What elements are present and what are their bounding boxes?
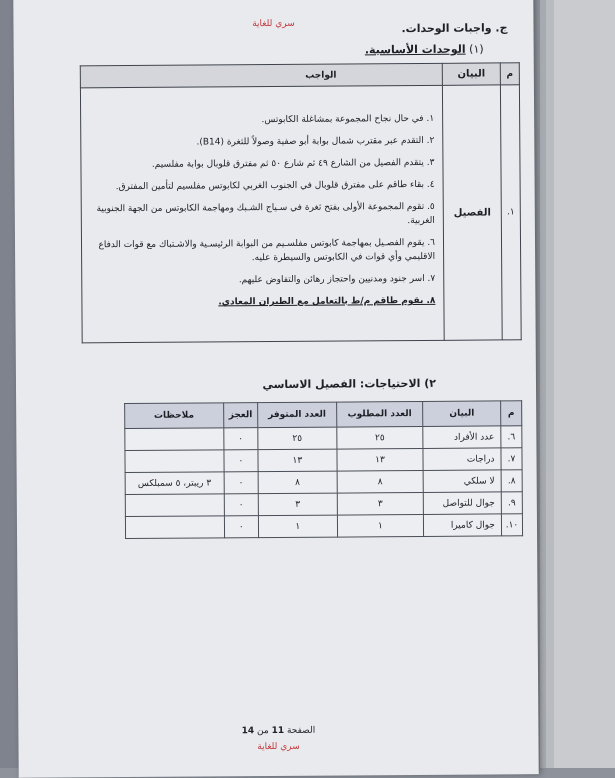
col-header: العدد المتوفر bbox=[258, 402, 337, 428]
cell-required: ١ bbox=[337, 514, 424, 537]
cell-available: ٨ bbox=[258, 471, 337, 494]
col-header: العجز bbox=[223, 403, 258, 428]
cell-name: عدد الأفراد bbox=[423, 426, 501, 449]
subsection-title bbox=[365, 43, 484, 57]
cell-deficit: ٠ bbox=[223, 428, 258, 450]
table-row bbox=[125, 448, 522, 473]
cell-available: ٣ bbox=[258, 493, 337, 516]
needs-title: ٢) الاحتياجات: الفصيل الاساسي bbox=[262, 376, 437, 392]
cell-deficit: ٠ bbox=[224, 472, 259, 494]
duty-item: ٦. يقوم الفصـيل بمهاجمة كابوتس مفلسـيم من البوابة الرئيسـية والاشـتباك مع قوات الدفاع الاقليمي وأي قوات في الكابوتس والسيطرة عليه. bbox=[98, 237, 436, 264]
row-label: الفصيل bbox=[442, 85, 502, 340]
duty-item: ٥. تقوم المجموعة الأولى بفتح ثغرة في سـياج الشـبك ومهاجمة الكابوتس من الجهة الجنوبية الغربية. bbox=[96, 201, 435, 227]
duty-item: ٣. يتقدم الفصيل من الشارع ٤٩ ثم شارع ٥٠ ثم مفترق قلوبال بوابة مفلسيم. bbox=[151, 157, 435, 170]
cell-notes: ٣ ريبتر، ٥ سمبلكس bbox=[125, 472, 224, 495]
duty-item: ١. في حال نجاح المجموعة بمشاغلة الكابوتس. bbox=[261, 113, 435, 126]
col-header: العدد المطلوب bbox=[336, 401, 423, 427]
row-num: ١. bbox=[500, 85, 521, 340]
table-header-row bbox=[125, 401, 522, 429]
page-of: من bbox=[256, 726, 269, 737]
cell-required: ٣ bbox=[337, 492, 424, 515]
duty-item: ٧. اسر جنود ومدنيين واحتجاز رهائن والتفاوض عليهم. bbox=[238, 273, 436, 286]
col-header: م bbox=[501, 401, 522, 426]
cell-name: جوال كاميرا bbox=[424, 514, 502, 537]
col-header: ملاحظات bbox=[125, 403, 224, 429]
duties-cell bbox=[80, 85, 444, 343]
section-title bbox=[401, 21, 507, 35]
cell-name: دراجات bbox=[423, 448, 501, 471]
cell-available: ١٣ bbox=[258, 449, 337, 472]
table-header-row bbox=[80, 63, 519, 88]
page-label: الصفحة bbox=[286, 725, 316, 736]
duty-item: ٢. التقدم عبر مقترب شمال بوابة أبو صفية وصولاً للثغرة (B14). bbox=[196, 135, 435, 148]
header-classification: سري للغاية bbox=[252, 18, 295, 30]
table-row bbox=[80, 85, 521, 343]
subsection-number: (١) bbox=[469, 42, 484, 56]
cell-num: ٩. bbox=[501, 492, 522, 514]
cell-deficit: ٠ bbox=[224, 494, 259, 516]
table-row bbox=[125, 492, 522, 517]
col-header: البيان bbox=[423, 401, 501, 427]
cell-num: ١٠. bbox=[501, 514, 522, 536]
cell-notes bbox=[125, 428, 224, 451]
cell-required: ٨ bbox=[337, 470, 424, 493]
cell-name: لا سلكي bbox=[423, 470, 501, 493]
cell-num: ٧. bbox=[501, 448, 522, 470]
page-stack-shadow bbox=[546, 0, 554, 768]
cell-available: ١ bbox=[258, 515, 337, 538]
cell-available: ٢٥ bbox=[258, 427, 337, 450]
cell-notes bbox=[125, 494, 224, 517]
col-statement-header: البيان bbox=[442, 63, 500, 85]
section-letter: ج. bbox=[495, 21, 508, 35]
table-row bbox=[125, 426, 522, 451]
section-title-text: واجبات الوحدات. bbox=[401, 21, 492, 36]
cell-num: ٨. bbox=[501, 470, 522, 492]
cell-required: ١٣ bbox=[337, 448, 424, 471]
col-num-header: م bbox=[500, 63, 519, 85]
cell-notes bbox=[125, 516, 224, 539]
table-row bbox=[125, 514, 522, 539]
duty-item: ٤. بقاء طاقم على مفترق قلوبال في الجنوب الغربي لكابوتس مفلسيم لتأمين المفترق. bbox=[115, 179, 435, 193]
cell-deficit: ٠ bbox=[224, 450, 259, 472]
needs-table bbox=[124, 400, 523, 539]
cell-name: جوال للتواصل bbox=[424, 492, 502, 515]
col-duty-header: الواجب bbox=[80, 63, 442, 88]
duty-item: ٨. يقوم طاقم م/ط بالتعامل مع الطيران المعادي. bbox=[218, 295, 436, 308]
page-number bbox=[18, 724, 538, 738]
table-row bbox=[125, 470, 522, 495]
page-current: 11 bbox=[271, 725, 285, 737]
cell-deficit: ٠ bbox=[224, 516, 259, 538]
cell-num: ٦. bbox=[501, 426, 522, 448]
page-total: 14 bbox=[241, 726, 255, 737]
footer-classification: سري للغاية bbox=[257, 741, 300, 753]
document-page bbox=[13, 0, 538, 778]
units-duties-table bbox=[80, 62, 522, 343]
subsection-title-text: الوحدات الأساسية. bbox=[364, 42, 466, 57]
cell-notes bbox=[125, 450, 224, 473]
cell-required: ٢٥ bbox=[336, 426, 423, 449]
